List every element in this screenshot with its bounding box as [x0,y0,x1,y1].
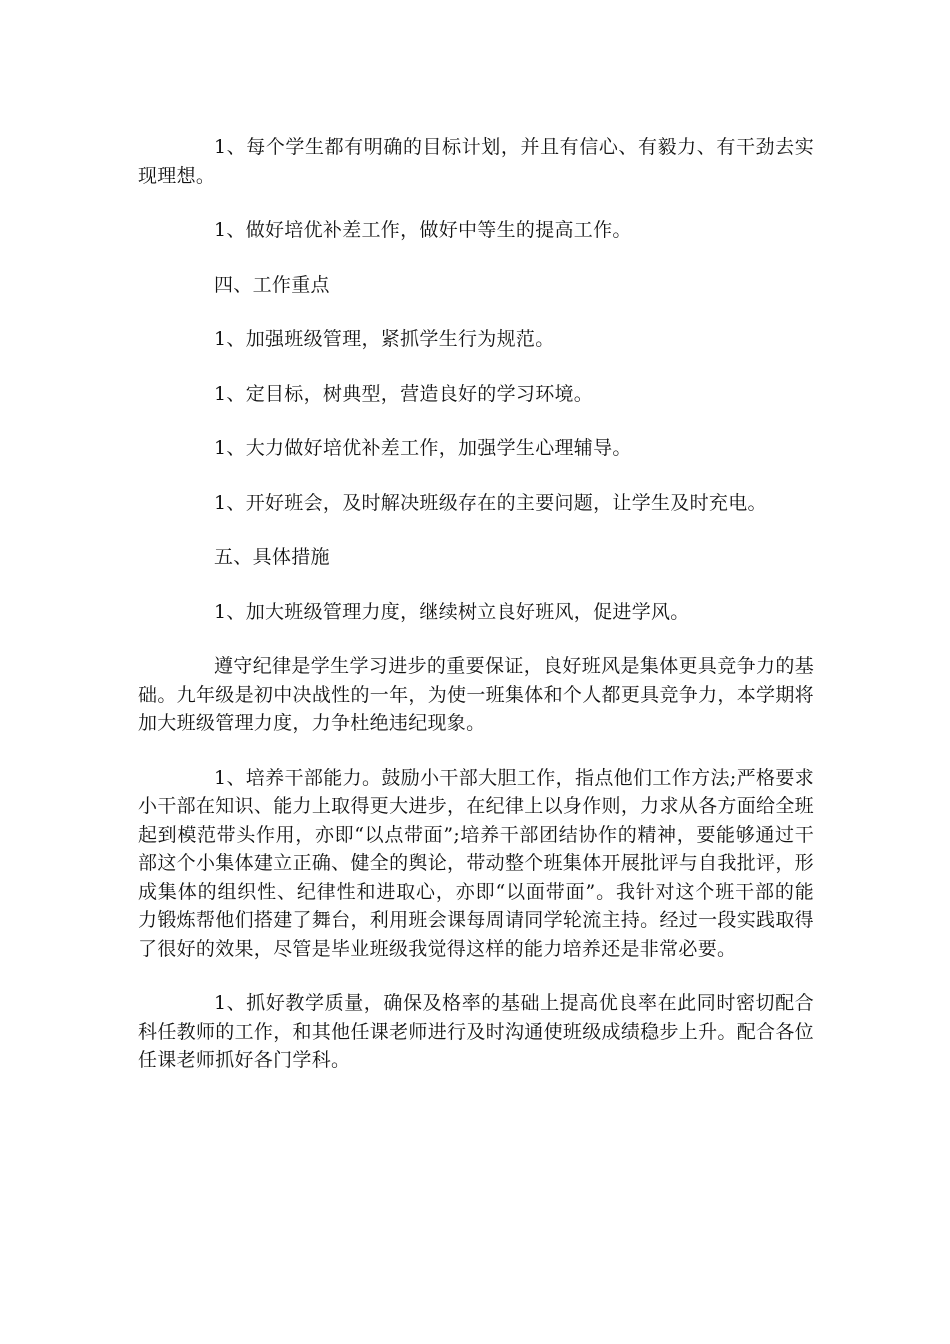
section-heading-work-focus: 四、工作重点 [214,273,330,296]
paragraph-goal: 1、每个学生都有明确的目标计划，并且有信心、有毅力、有干劲去实现理想。 [138,136,814,187]
paragraph-management-intensity: 1、加大班级管理力度，继续树立良好班风，促进学风。 [214,600,690,623]
paragraph-tutoring: 1、做好培优补差工作，做好中等生的提高工作。 [214,219,632,241]
paragraph-counseling: 1、大力做好培优补差工作，加强学生心理辅导。 [214,437,632,459]
paragraph-set-goals: 1、定目标，树典型，营造良好的学习环境。 [214,382,594,405]
paragraph-discipline: 遵守纪律是学生学习进步的重要保证，良好班风是集体更具竞争力的基础。九年级是初中决战性的一年，为使一班集体和个人都更具竞争力，本学期将加大班级管理力度，力争杜绝违纪现象。 [138,655,814,734]
document-body [138,133,814,1101]
paragraph-cadre-ability: 1、培养干部能力。鼓励小干部大胆工作，指点他们工作方法;严格要求小干部在知识、能力上取得更大进步，在纪律上以身作则，力求从各方面给全班起到模范带头作用，亦即“以点带面”;培养干部团结协作的精神，要能够通过干部这个小集体建立正确、健全的舆论，带动整个班集体开展批评与自我批评，形成集体的组织性、纪律性和进取心，亦即“以面带面”。我针对这个班干部的能力锻炼帮他们搭建了舞台，利用班会课每周请同学轮流主持。经过一段实践取得了很好的效果，尽管是毕业班级我觉得这样的能力培养还是非常必要。 [138,766,814,960]
section-heading-measures: 五、具体措施 [214,546,330,568]
paragraph-class-management: 1、加强班级管理，紧抓学生行为规范。 [214,328,555,350]
paragraph-class-meeting: 1、开好班会，及时解决班级存在的主要问题，让学生及时充电。 [214,491,767,514]
paragraph-teaching-quality: 1、抓好教学质量，确保及格率的基础上提高优良率在此同时密切配合科任教师的工作，和其他任课老师进行及时沟通使班级成绩稳步上升。配合各位任课老师抓好各门学科。 [138,992,814,1071]
